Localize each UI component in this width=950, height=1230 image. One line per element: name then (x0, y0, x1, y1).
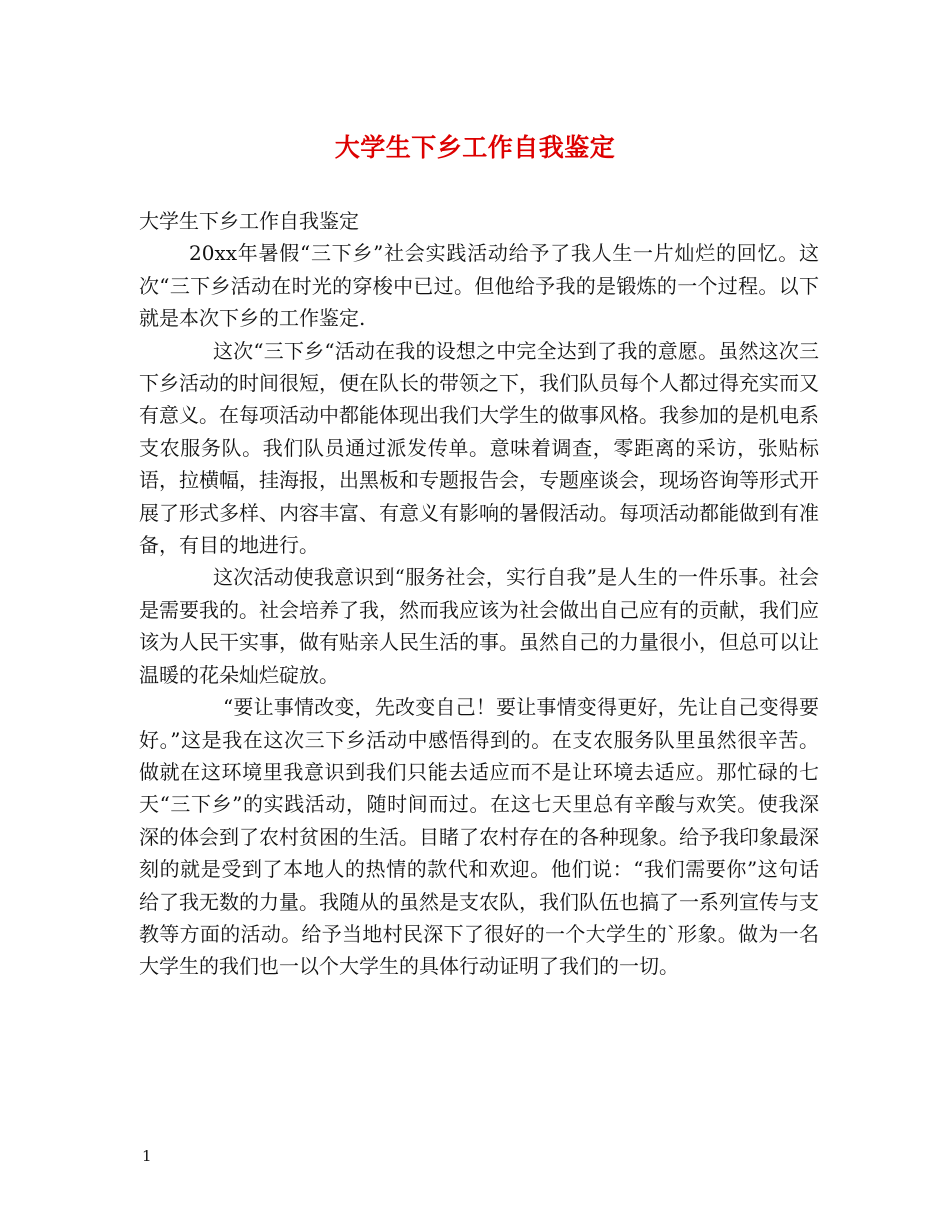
document-title: 大学生下乡工作自我鉴定 (334, 133, 616, 162)
document-subtitle: 大学生下乡工作自我鉴定 (139, 209, 359, 233)
paragraph-4: “要让事情改变，先改变自己！要让事情变得更好，先让自己变得要好。”这是我在这次三下乡活动中感悟得到的。在支农服务队里虽然很辛苦。做就在这环境里我意识到我们只能去适应而不是让环境去适应。那忙碌的七天“三下乡”的实践活动，随时间而过。在这七天里总有辛酸与欢笑。使我深深的体会到了农村贫困的生活。目睹了农村存在的各种现象。给予我印象最深刻的就是受到了本地人的热情的款代和欢迎。他们说：“我们需要你”这句话给了我无数的力量。我随从的虽然是支农队，我们队伍也搞了一系列宣传与支教等方面的活动。给予当地村民深下了很好的一个大学生的`形象。做为一名大学生的我们也一以个大学生的具体行动证明了我们的一切。 (139, 695, 819, 979)
document-body (139, 205, 819, 983)
paragraph-1: 20xx年暑假“三下乡”社会实践活动给予了我人生一片灿烂的回忆。这次“三下乡活动在时光的穿梭中已过。但他给予我的是锻炼的一个过程。以下就是本次下乡的工作鉴定. (139, 241, 819, 331)
paragraph-3: 这次活动使我意识到“服务社会，实行自我”是人生的一件乐事。社会是需要我的。社会培养了我，然而我应该为社会做出自己应有的贡献，我们应该为人民干实事，做有贴亲人民生活的事。虽然自己的力量很小，但总可以让温暖的花朵灿烂碇放。 (139, 565, 819, 687)
paragraph-2: 这次“三下乡“活动在我的设想之中完全达到了我的意愿。虽然这次三下乡活动的时间很短，便在队长的带领之下，我们队员每个人都过得充实而又有意义。在每项活动中都能体现出我们大学生的做事风格。我参加的是机电系支农服务队。我们队员通过派发传单。意味着调查，零距离的采访，张贴标语，拉横幅，挂海报，出黑板和专题报告会，专题座谈会，现场咨询等形式开展了形式多样、内容丰富、有意义有影响的暑假活动。每项活动都能做到有准备，有目的地进行。 (139, 338, 819, 558)
page-number: 1 (142, 1147, 152, 1165)
